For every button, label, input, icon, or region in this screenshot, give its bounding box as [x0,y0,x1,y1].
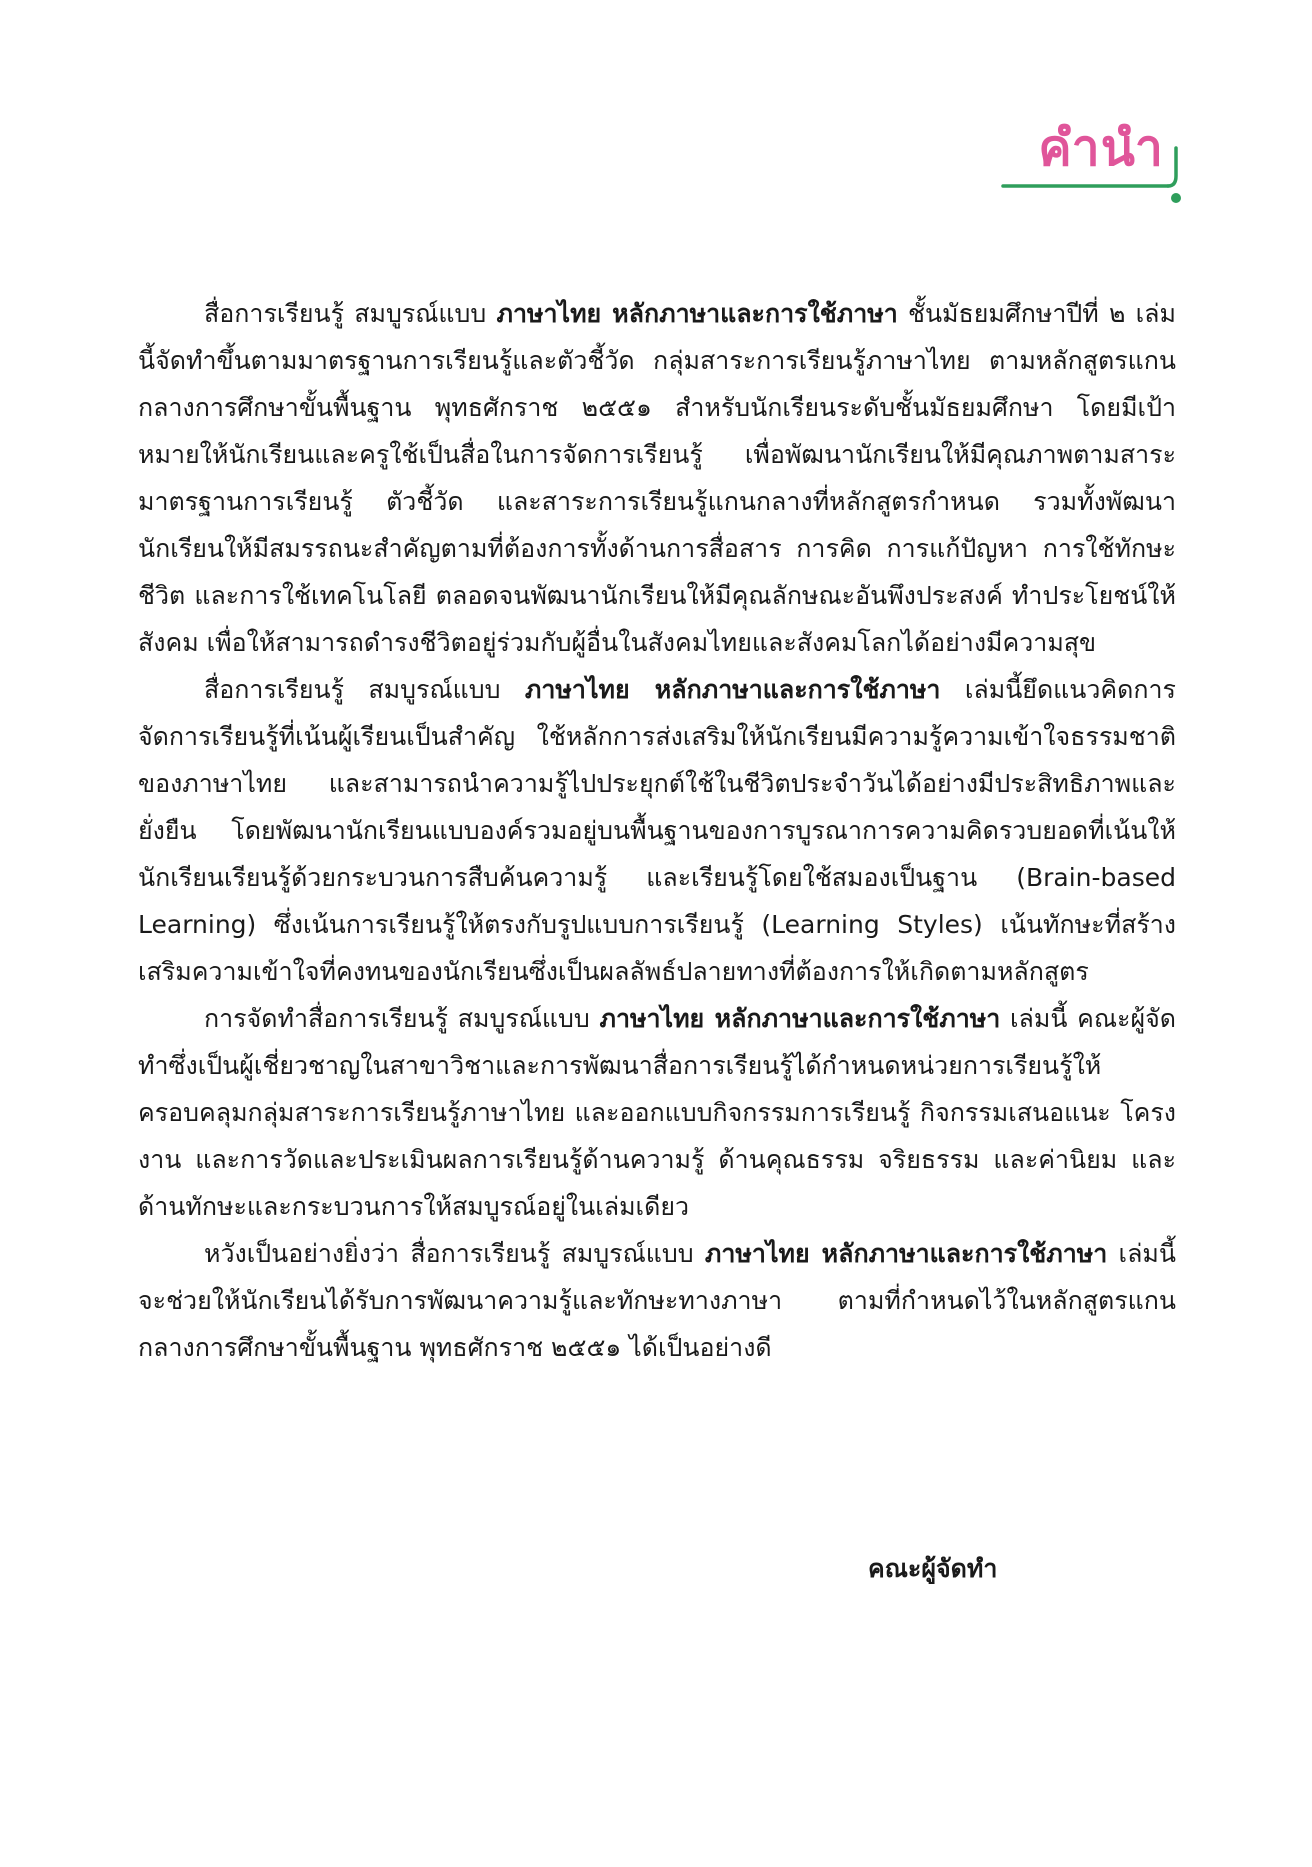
paragraph-2-body: เล่มนี้ยึดแนวคิดการจัดการเรียนรู้ที่เน้นผู้เรียนเป็นสำคัญ ใช้หลักการส่งเสริมให้นักเรียนมีความรู้ความเข้าใจธรรมชาติของภาษาไทย และสามารถนำความรู้ไปประยุกต์ใช้ในชีวิตประจำวันได้อย่างมีประสิทธิภาพและยั่งยืน โดยพัฒนานักเรียนแบบองค์รวมอยู่บนพื้นฐานของการบูรณาการความคิดรวบยอดที่เน้นให้นักเรียนเรียนรู้ด้วยกระบวนการสืบค้นความรู้ และเรียนรู้โดยใช้สมองเป็นฐาน (Brain-based Learning) ซึ่งเน้นการเรียนรู้ให้ตรงกับรูปแบบการเรียนรู้ (Learning Styles) เน้นทักษะที่สร้างเสริมความเข้าใจที่คงทนของนักเรียนซึ่งเป็นผลลัพธ์ปลายทางที่ต้องการให้เกิดตามหลักสูตร [138,675,1176,986]
paragraph-2-book-title: ภาษาไทย หลักภาษาและการใช้ภาษา [524,675,941,704]
title-block [1000,118,1190,218]
page-title: คำนำ [1038,119,1164,177]
paragraph-2 [138,666,1176,995]
paragraph-4-book-title: ภาษาไทย หลักภาษาและการใช้ภาษา [704,1239,1108,1268]
signature: คณะผู้จัดทำ [868,1554,998,1583]
paragraph-3-body: เล่มนี้ คณะผู้จัดทำซึ่งเป็นผู้เชี่ยวชาญในสาขาวิชาและการพัฒนาสื่อการเรียนรู้ได้กำหนดหน่วยการเรียนรู้ให้ครอบคลุมกลุ่มสาระการเรียนรู้ภาษาไทย และออกแบบกิจกรรมการเรียนรู้ กิจกรรมเสนอแนะ โครงงาน และการวัดและประเมินผลการเรียนรู้ด้านความรู้ ด้านคุณธรรม จริยธรรม และค่านิยม และด้านทักษะและกระบวนการให้สมบูรณ์อยู่ในเล่มเดียว [138,1004,1176,1221]
paragraph-2-lead: สื่อการเรียนรู้ สมบูรณ์แบบ [204,675,525,704]
paragraph-4 [138,1230,1176,1371]
paragraph-1 [138,290,1176,666]
paragraph-1-book-title: ภาษาไทย หลักภาษาและการใช้ภาษา [496,299,898,328]
paragraph-4-body: เล่มนี้จะช่วยให้นักเรียนได้รับการพัฒนาความรู้และทักษะทางภาษา ตามที่กำหนดไว้ในหลักสูตรแกนกลางการศึกษาขั้นพื้นฐาน พุทธศักราช ๒๕๕๑ ได้เป็นอย่างดี [138,1239,1176,1362]
preface-body [138,290,1176,1371]
paragraph-1-body: ชั้นมัธยมศึกษาปีที่ ๒ เล่มนี้จัดทำขึ้นตามมาตรฐานการเรียนรู้และตัวชี้วัด กลุ่มสาระการเรียนรู้ภาษาไทย ตามหลักสูตรแกนกลางการศึกษาขั้นพื้นฐาน พุทธศักราช ๒๕๕๑ สำหรับนักเรียนระดับชั้นมัธยมศึกษา โดยมีเป้าหมายให้นักเรียนและครูใช้เป็นสื่อในการจัดการเรียนรู้ เพื่อพัฒนานักเรียนให้มีคุณภาพตามสาระมาตรฐานการเรียนรู้ ตัวชี้วัด และสาระการเรียนรู้แกนกลางที่หลักสูตรกำหนด รวมทั้งพัฒนานักเรียนให้มีสมรรถนะสำคัญตามที่ต้องการทั้งด้านการสื่อสาร การคิด การแก้ปัญหา การใช้ทักษะชีวิต และการใช้เทคโนโลยี ตลอดจนพัฒนานักเรียนให้มีคุณลักษณะอันพึงประสงค์ ทำประโยชน์ให้สังคม เพื่อให้สามารถดำรงชีวิตอยู่ร่วมกับผู้อื่นในสังคมไทยและสังคมโลกได้อย่างมีความสุข [138,299,1176,657]
paragraph-3-lead: การจัดทำสื่อการเรียนรู้ สมบูรณ์แบบ [204,1004,600,1033]
paragraph-3-book-title: ภาษาไทย หลักภาษาและการใช้ภาษา [599,1004,1001,1033]
paragraph-1-lead: สื่อการเรียนรู้ สมบูรณ์แบบ [204,299,497,328]
paragraph-3 [138,995,1176,1230]
paragraph-4-lead: หวังเป็นอย่างยิ่งว่า สื่อการเรียนรู้ สมบูรณ์แบบ [204,1239,705,1268]
